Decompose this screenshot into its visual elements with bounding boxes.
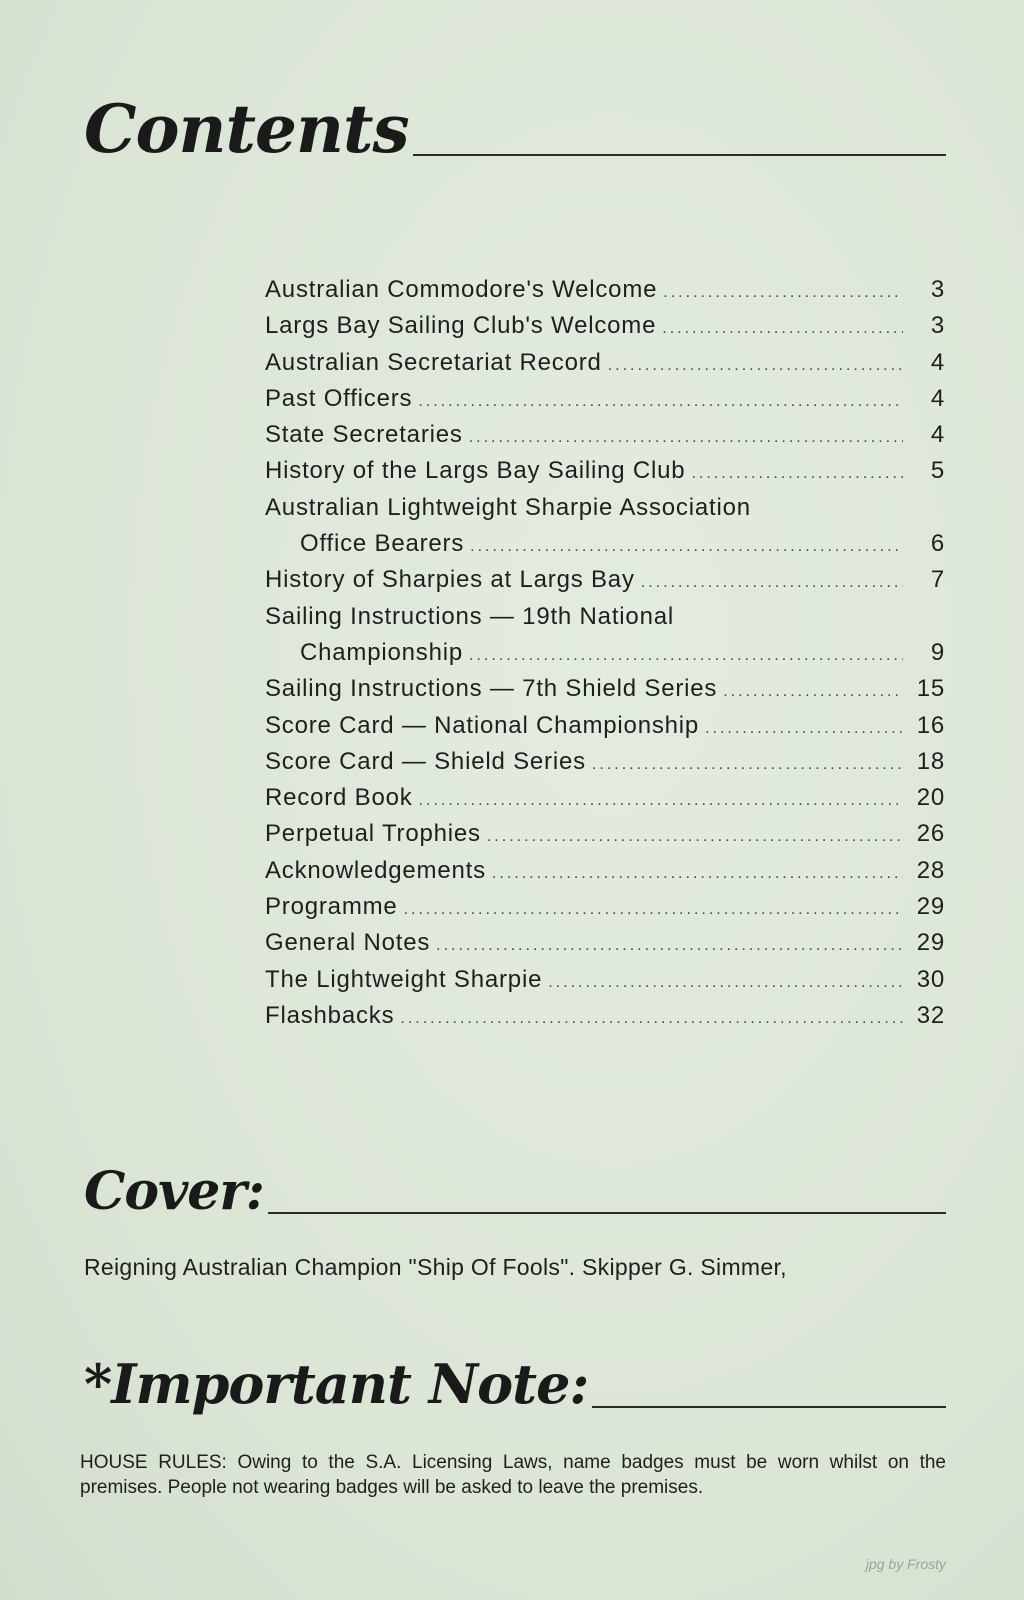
toc-entry-title: Score Card — Shield Series bbox=[265, 747, 586, 775]
toc-entry-title: Acknowledgements bbox=[265, 856, 486, 884]
toc-entry-page: 4 bbox=[930, 384, 945, 412]
toc-leader-dots bbox=[400, 1001, 903, 1037]
scan-credit: jpg by Frosty bbox=[865, 1556, 946, 1572]
toc-leader-dots bbox=[470, 529, 903, 565]
toc-entry-continued bbox=[265, 599, 945, 635]
toc-entry-title: Largs Bay Sailing Club's Welcome bbox=[265, 312, 657, 340]
toc-entry-title: The Lightweight Sharpie bbox=[265, 965, 543, 993]
toc-leader-dots bbox=[469, 420, 903, 456]
toc-entry bbox=[265, 816, 945, 852]
toc-entry-page: 16 bbox=[916, 711, 945, 739]
toc-entry-page: 7 bbox=[930, 566, 945, 594]
toc-entry-page: 28 bbox=[916, 856, 945, 884]
toc-entry-page: 29 bbox=[916, 929, 945, 957]
note-heading-rule bbox=[592, 1406, 946, 1408]
toc-entry bbox=[265, 744, 945, 780]
toc-entry-page: 6 bbox=[930, 530, 945, 558]
toc-entry bbox=[265, 998, 945, 1034]
toc-entry bbox=[265, 853, 945, 889]
toc-entry-title: Score Card — National Championship bbox=[265, 711, 700, 739]
toc-leader-dots bbox=[436, 928, 903, 964]
toc-entry-page: 29 bbox=[916, 893, 945, 921]
note-heading-row bbox=[84, 1350, 946, 1418]
toc-entry bbox=[265, 925, 945, 961]
toc-entry-title: Australian Lightweight Sharpie Association bbox=[265, 493, 751, 521]
toc-entry-page: 32 bbox=[916, 1001, 945, 1029]
toc-entry bbox=[265, 345, 945, 381]
toc-entry-title: Perpetual Trophies bbox=[265, 820, 481, 848]
cover-caption: Reigning Australian Champion "Ship Of Fools". Skipper G. Simmer, bbox=[84, 1254, 787, 1280]
toc-entry-title: State Secretaries bbox=[265, 421, 463, 449]
toc-entry-page: 18 bbox=[916, 747, 945, 775]
toc-entry bbox=[265, 453, 945, 489]
toc-entry bbox=[265, 889, 945, 925]
toc-leader-dots bbox=[419, 783, 903, 819]
toc-leader-dots bbox=[492, 856, 903, 892]
toc-leader-dots bbox=[487, 819, 903, 855]
toc-entry-title: History of the Largs Bay Sailing Club bbox=[265, 457, 686, 485]
toc-entry bbox=[265, 417, 945, 453]
toc-entry bbox=[265, 562, 945, 598]
toc-entry-title: General Notes bbox=[265, 929, 431, 957]
toc-entry-page: 20 bbox=[916, 784, 945, 812]
toc-entry-page: 9 bbox=[930, 638, 945, 666]
toc-entry bbox=[265, 308, 945, 344]
toc-leader-dots bbox=[469, 638, 903, 674]
toc-entry bbox=[265, 381, 945, 417]
toc-entry-page: 3 bbox=[930, 312, 945, 340]
table-of-contents bbox=[265, 272, 945, 1034]
toc-entry-title: Sailing Instructions — 7th Shield Series bbox=[265, 675, 718, 703]
toc-entry-title: History of Sharpies at Largs Bay bbox=[265, 566, 635, 594]
toc-entry-page: 3 bbox=[930, 276, 945, 303]
toc-leader-dots bbox=[608, 348, 903, 384]
toc-entry-page: 26 bbox=[916, 820, 945, 848]
contents-heading-rule bbox=[413, 154, 946, 156]
contents-heading-row bbox=[84, 88, 946, 170]
toc-entry-page: 30 bbox=[916, 965, 945, 993]
toc-entry-title: Flashbacks bbox=[265, 1001, 395, 1029]
toc-entry-title: Programme bbox=[265, 893, 398, 921]
toc-entry bbox=[265, 671, 945, 707]
toc-entry-title: Past Officers bbox=[265, 384, 413, 412]
toc-entry-page: 15 bbox=[916, 675, 945, 703]
toc-entry bbox=[265, 780, 945, 816]
toc-entry-page: 4 bbox=[930, 348, 945, 376]
important-note-heading: *Important Note: bbox=[84, 1352, 589, 1416]
house-rules-note: HOUSE RULES: Owing to the S.A. Licensing Laws, name badges must be worn whilst on the premises. People not wearing badges will be asked to leave the premises. bbox=[80, 1452, 946, 1498]
toc-entry bbox=[265, 708, 945, 744]
toc-leader-dots bbox=[662, 311, 903, 347]
toc-leader-dots bbox=[404, 892, 903, 928]
toc-entry-page: 5 bbox=[930, 457, 945, 485]
toc-entry-title: Record Book bbox=[265, 784, 413, 812]
toc-entry bbox=[265, 962, 945, 998]
toc-entry-title: Office Bearers bbox=[300, 530, 465, 558]
toc-leader-dots bbox=[663, 275, 903, 311]
toc-leader-dots bbox=[592, 747, 903, 783]
toc-entry-page: 4 bbox=[930, 421, 945, 449]
toc-leader-dots bbox=[705, 711, 903, 747]
toc-leader-dots bbox=[418, 384, 903, 420]
cover-heading: Cover: bbox=[84, 1161, 264, 1222]
cover-heading-row bbox=[84, 1160, 946, 1224]
toc-leader-dots bbox=[641, 565, 903, 601]
toc-entry-title: Australian Secretariat Record bbox=[265, 348, 602, 376]
toc-entry-title: Sailing Instructions — 19th National bbox=[265, 602, 675, 630]
toc-entry bbox=[265, 272, 945, 308]
toc-entry bbox=[265, 635, 945, 671]
toc-entry-continued bbox=[265, 490, 945, 526]
toc-entry-title: Australian Commodore's Welcome bbox=[265, 276, 658, 303]
toc-entry bbox=[265, 526, 945, 562]
cover-heading-rule bbox=[268, 1212, 946, 1214]
contents-heading: Contents bbox=[84, 90, 409, 168]
toc-leader-dots bbox=[691, 456, 903, 492]
toc-leader-dots bbox=[723, 674, 903, 710]
toc-entry-title: Championship bbox=[300, 638, 464, 666]
toc-leader-dots bbox=[548, 965, 903, 1001]
